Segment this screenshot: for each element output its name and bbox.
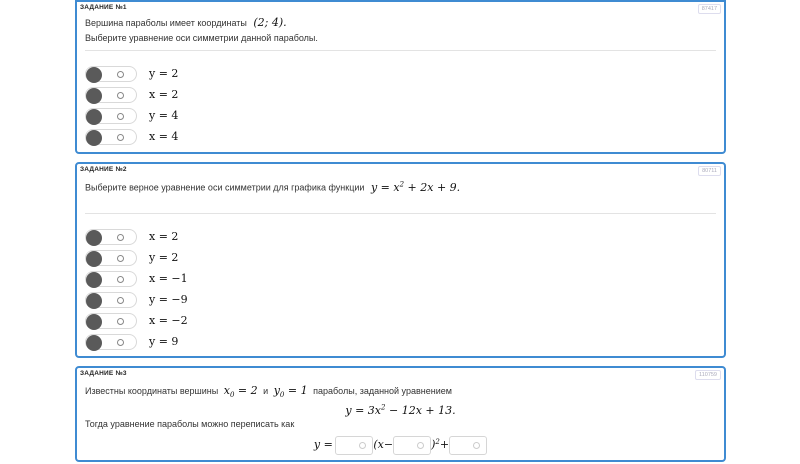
question-line-1 xyxy=(85,384,452,402)
option-toggle[interactable] xyxy=(85,271,137,287)
radio-circle-icon xyxy=(117,339,124,346)
exponent: 2 xyxy=(435,438,440,446)
input-placeholder-icon xyxy=(417,442,424,449)
answer-input-2[interactable] xyxy=(393,436,431,455)
radio-circle-icon xyxy=(117,134,124,141)
divider xyxy=(85,213,716,214)
question-text: Вершина параболы имеет координаты xyxy=(85,18,247,28)
option-toggle[interactable] xyxy=(85,292,137,308)
task-badge: ЗАДАНИЕ №1 xyxy=(80,4,127,11)
answer-lhs: y = xyxy=(313,438,333,451)
task-code: 87417 xyxy=(698,4,721,14)
option-toggle[interactable] xyxy=(85,250,137,266)
toggle-knob xyxy=(86,67,102,83)
conjunction: и xyxy=(263,386,269,396)
option-label: x = 2 xyxy=(149,88,179,101)
toggle-knob xyxy=(86,230,102,246)
answer-input-3[interactable] xyxy=(449,436,487,455)
question-text: Известны координаты вершины xyxy=(85,386,219,396)
option-label: y = −9 xyxy=(149,293,188,306)
question-text-tail: параболы, заданной уравнением xyxy=(313,386,452,396)
toggle-knob xyxy=(86,88,102,104)
toggle-knob xyxy=(86,335,102,351)
input-placeholder-icon xyxy=(359,442,366,449)
option-label: x = −2 xyxy=(149,314,188,327)
plus-sign: + xyxy=(439,438,450,451)
toggle-knob xyxy=(86,251,102,267)
toggle-knob xyxy=(86,314,102,330)
question-line-2: Выберите уравнение оси симметрии данной параболы. xyxy=(85,33,318,43)
equation-formula: $y = 3x^2 - 12x + 13$. xyxy=(345,403,456,417)
option-label: y = 2 xyxy=(149,67,179,80)
radio-circle-icon xyxy=(117,113,124,120)
option-toggle[interactable] xyxy=(85,334,137,350)
equation xyxy=(77,401,724,418)
toggle-knob xyxy=(86,130,102,146)
task-code: 80711 xyxy=(698,166,721,176)
radio-circle-icon xyxy=(117,71,124,78)
function-formula: $y = x^2 + 2x + 9$. xyxy=(370,180,461,194)
toggle-knob xyxy=(86,293,102,309)
question-text: Выберите верное уравнение оси симметрии для графика функции xyxy=(85,182,365,193)
answer-input-1[interactable] xyxy=(335,436,373,455)
option-toggle[interactable] xyxy=(85,129,137,145)
toggle-knob xyxy=(86,109,102,125)
question-line-3: Тогда уравнение параболы можно переписать как xyxy=(85,419,295,429)
open-paren: (x− xyxy=(373,438,394,451)
option-toggle[interactable] xyxy=(85,108,137,124)
task-badge: ЗАДАНИЕ №3 xyxy=(80,370,127,377)
option-toggle[interactable] xyxy=(85,313,137,329)
option-toggle[interactable] xyxy=(85,87,137,103)
option-label: y = 9 xyxy=(149,335,179,348)
x0-value: $x_0 = 2$ xyxy=(223,384,258,400)
option-label: x = −1 xyxy=(149,272,188,285)
y0-value: $y_0 = 1$ xyxy=(273,384,308,400)
radio-circle-icon xyxy=(117,92,124,99)
close-paren: ) xyxy=(431,438,436,451)
divider xyxy=(85,50,716,51)
task-code: 110759 xyxy=(695,370,721,380)
radio-circle-icon xyxy=(117,255,124,262)
radio-circle-icon xyxy=(117,234,124,241)
question-line-1 xyxy=(85,16,287,30)
radio-circle-icon xyxy=(117,276,124,283)
task-badge: ЗАДАНИЕ №2 xyxy=(80,166,127,173)
task-card-1 xyxy=(75,0,726,154)
vertex-coordinates: (2; 4). xyxy=(253,16,287,29)
input-placeholder-icon xyxy=(473,442,480,449)
option-label: x = 2 xyxy=(149,230,179,243)
answer-formula xyxy=(77,431,724,456)
option-label: y = 2 xyxy=(149,251,179,264)
radio-circle-icon xyxy=(117,318,124,325)
option-label: y = 4 xyxy=(149,109,179,122)
task-card-2 xyxy=(75,162,726,358)
option-label: x = 4 xyxy=(149,130,179,143)
question-line xyxy=(85,178,460,195)
task-card-3 xyxy=(75,366,726,462)
option-toggle[interactable] xyxy=(85,66,137,82)
toggle-knob xyxy=(86,272,102,288)
radio-circle-icon xyxy=(117,297,124,304)
option-toggle[interactable] xyxy=(85,229,137,245)
